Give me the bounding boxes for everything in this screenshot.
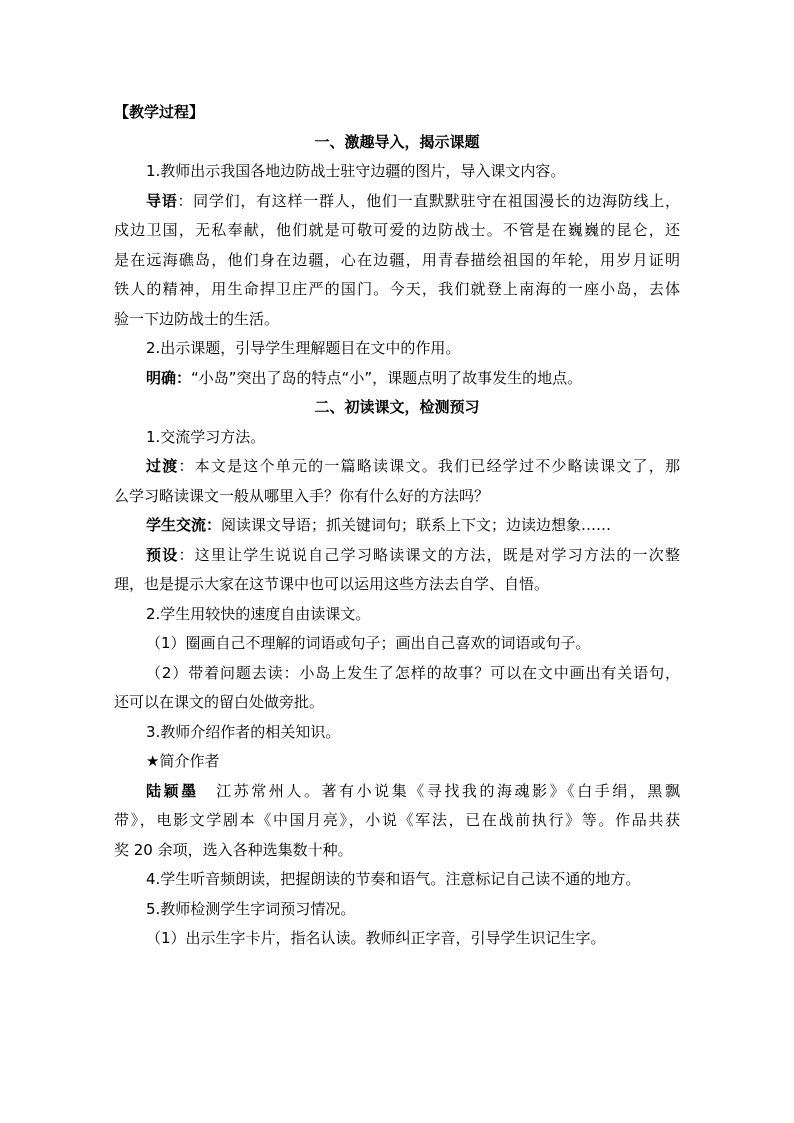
- preset-line-1: ：这里让学生说说自己学习略读课文的方法，既是对学习方法的一次整: [178, 545, 680, 564]
- clarify-text: “小岛”突出了岛的特点“小”，课题点明了故事发生的地点。: [191, 368, 583, 387]
- intro-line-3: 是在远海礁岛，他们身在边疆，心在边疆，用青春描绘祖国的年轮，用岁月证明: [114, 250, 680, 269]
- author-line-1: 江苏常州人。著有小说集《寻找我的海魂影》《白手绢，黑飘: [198, 781, 680, 800]
- paragraph-clarify: [114, 364, 680, 394]
- heading-intro: 一、激趣导入，揭示课题: [314, 132, 480, 151]
- item-2-line-2: 还可以在课文的留白处做旁批。: [114, 693, 325, 711]
- paragraph-10: （1）圈画自己不理解的词语或句子；画出自己喜欢的词语或句子。: [146, 634, 591, 652]
- intro-line-1: ：同学们，有这样一群人，他们一直默默驻守在祖国漫长的边海防线上，: [177, 191, 680, 210]
- paragraph-preset: [114, 541, 680, 600]
- author-line-2: 带》，电影文学剧本《中国月亮》，小说《军法，已在战前执行》等。作品共获: [114, 811, 680, 829]
- paragraph-16: 5.教师检测学生字词预习情况。: [146, 899, 356, 918]
- paragraph-transition: [114, 452, 680, 511]
- paragraph-intro-speech: [114, 187, 680, 335]
- intro-line-5: 验一下边防战士的生活。: [114, 309, 280, 328]
- label-yushe: 预设: [146, 545, 179, 564]
- section-title: 【教学过程】: [114, 103, 205, 121]
- transition-line-1: ：本文是这个单元的一篇略读课文。我们已经学过不少略读课文了，那: [178, 457, 680, 475]
- intro-line-4: 铁人的精神，用生命捍卫庄严的国门。今天，我们就登上南海的一座小岛，去体: [114, 280, 680, 298]
- heading-first-reading: 二、初读课文，检测预习: [314, 398, 480, 416]
- author-intro-heading: ★简介作者: [146, 752, 220, 770]
- preset-line-2: 理，也是提示大家在这节课中也可以运用这些方法去自学、自悟。: [114, 575, 550, 593]
- paragraph-author: [114, 777, 680, 866]
- label-student-exchange: 学生交流：: [146, 516, 222, 534]
- paragraph-1: 1.教师出示我国各地边防战士驻守边疆的图片，导入课文内容。: [146, 162, 566, 180]
- label-mingque: 明确：: [146, 368, 192, 387]
- paragraph-15: 4.学生听音频朗读，把握朗读的节奏和语气。注意标记自己读不通的地方。: [146, 870, 641, 888]
- author-line-3: 奖 20 余项，选入各种选集数十种。: [114, 840, 353, 859]
- author-name: 陆颖墨: [146, 781, 199, 800]
- paragraph-17: （1）出示生字卡片，指名认读。教师纠正字音，引导学生识记生字。: [146, 929, 606, 947]
- paragraph-11: [114, 659, 680, 718]
- item-2-line-1: （2）带着问题去读：小岛上发生了怎样的故事？可以在文中画出有关语句，: [146, 663, 680, 682]
- student-exchange-text: 阅读课文导语；抓关键词句；联系上下文；边读边想象……: [221, 516, 612, 534]
- transition-line-2: 么学习略读课文一般从哪里入手？你有什么好的方法吗？: [114, 486, 490, 505]
- label-daoyu: 导语: [146, 191, 178, 210]
- intro-line-2: 戍边卫国，无私奉献，他们就是可敬可爱的边防战士。不管是在巍巍的昆仑，还: [114, 221, 680, 239]
- paragraph-5: 1.交流学习方法。: [146, 427, 266, 446]
- paragraph-student-exchange: [114, 511, 680, 541]
- document-body: [114, 98, 680, 954]
- paragraph-9: 2.学生用较快的速度自由读课文。: [146, 604, 371, 623]
- label-guodu: 过渡: [146, 457, 179, 475]
- paragraph-3: 2.出示课题，引导学生理解题目在文中的作用。: [146, 339, 461, 357]
- paragraph-12: 3.教师介绍作者的相关知识。: [146, 722, 341, 741]
